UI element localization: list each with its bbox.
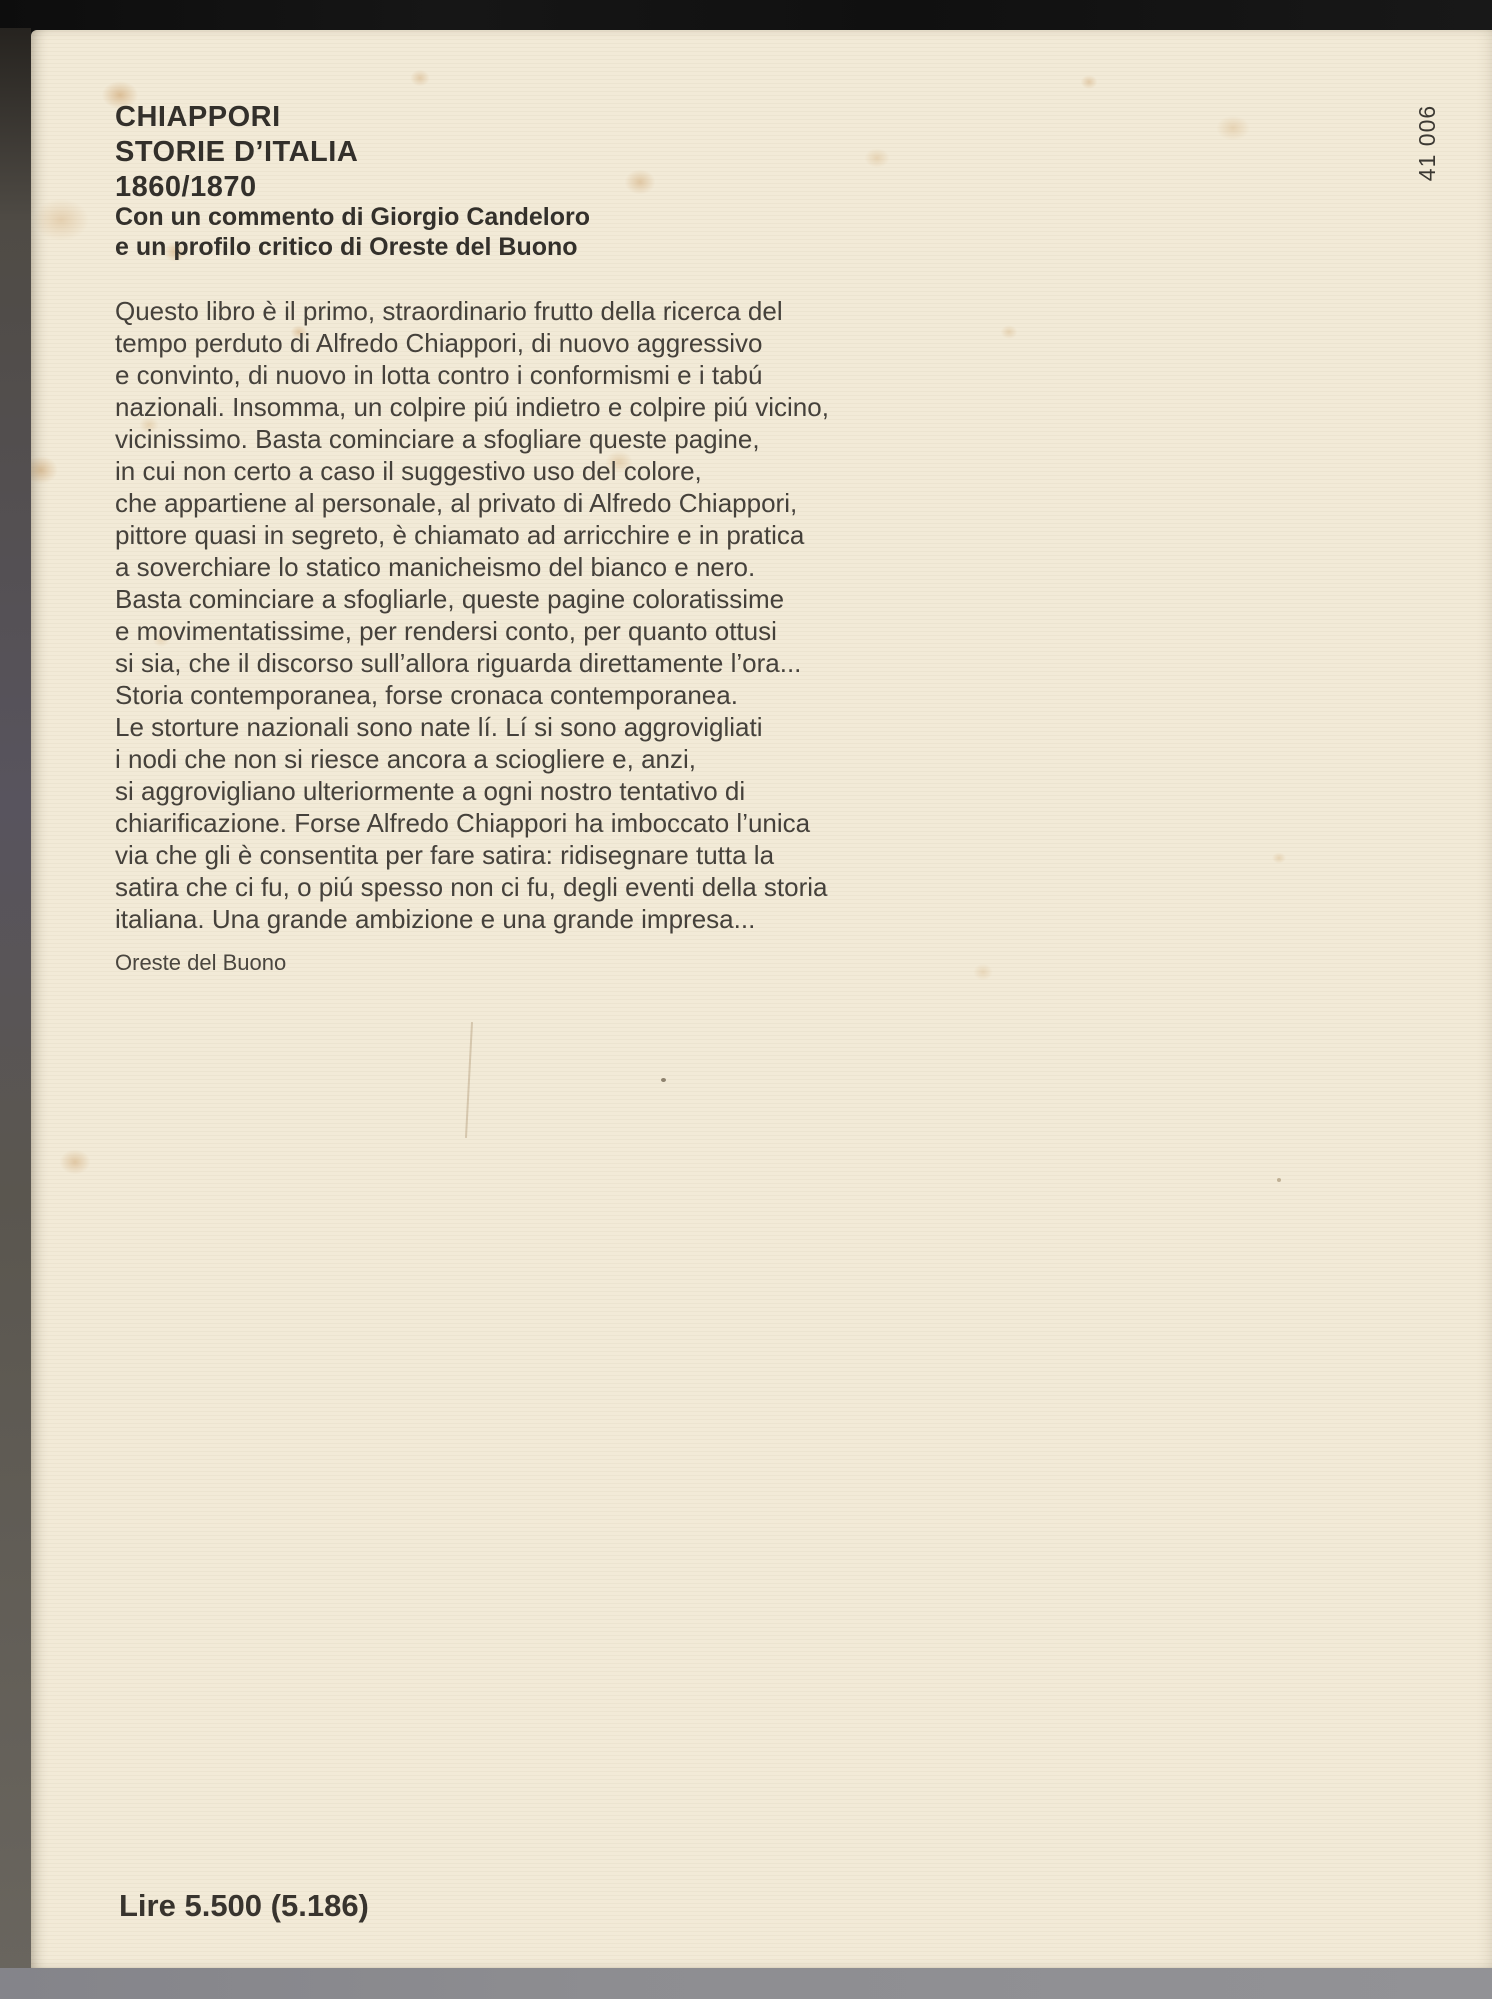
blurb-line: via che gli è consentita per fare satira: ridisegnare tutta la [115, 840, 775, 870]
blurb-line: i nodi che non si riesce ancora a sciogliere e, anzi, [115, 744, 696, 774]
top-edge-shadow [0, 0, 1492, 31]
price: Lire 5.500 (5.186) [119, 1888, 369, 1923]
book-back-cover [31, 30, 1492, 1968]
subtitle-line-2: e un profilo critico di Oreste del Buono [115, 233, 578, 261]
blurb-line: e convinto, di nuovo in lotta contro i conformismi e i tabú [115, 360, 763, 390]
signature: Oreste del Buono [115, 950, 287, 975]
header-title-block [115, 100, 358, 205]
bottom-edge-surface [0, 1968, 1492, 1999]
blurb-line: Questo libro è il primo, straordinario frutto della ricerca del [115, 296, 783, 326]
blurb-line: nazionali. Insomma, un colpire piú indietro e colpire piú vicino, [115, 392, 829, 422]
header-subtitle-block [115, 202, 590, 262]
catalog-number: 41 006 [1414, 104, 1440, 182]
blurb-line: che appartiene al personale, al privato di Alfredo Chiappori, [115, 488, 798, 518]
blurb-line: satira che ci fu, o piú spesso non ci fu, degli eventi della storia [115, 872, 828, 902]
blurb-line: a soverchiare lo statico manicheismo del bianco e nero. [115, 552, 756, 582]
blurb-line: si aggrovigliano ulteriormente a ogni nostro tentativo di [115, 776, 746, 806]
blurb-line: pittore quasi in segreto, è chiamato ad arricchire e in pratica [115, 520, 805, 550]
left-edge-spine [0, 28, 31, 1970]
blurb-line: Le storture nazionali sono nate lí. Lí si sono aggrovigliati [115, 712, 763, 742]
blurb-line: Storia contemporanea, forse cronaca contemporanea. [115, 680, 738, 710]
blurb-line: vicinissimo. Basta cominciare a sfogliare queste pagine, [115, 424, 760, 454]
author-name: CHIAPPORI [115, 101, 281, 133]
blurb-line: e movimentatissime, per rendersi conto, per quanto ottusi [115, 616, 777, 646]
stain-speck [661, 1078, 666, 1082]
book-years: 1860/1870 [115, 171, 257, 203]
crease-mark [465, 1022, 473, 1138]
blurb-line: in cui non certo a caso il suggestivo uso del colore, [115, 456, 702, 486]
blurb-line: chiarificazione. Forse Alfredo Chiappori ha imboccato l’unica [115, 808, 811, 838]
blurb-line: italiana. Una grande ambizione e una grande impresa... [115, 904, 756, 934]
subtitle-line-1: Con un commento di Giorgio Candeloro [115, 203, 590, 231]
blurb-line: Basta cominciare a sfogliarle, queste pagine coloratissime [115, 584, 785, 614]
blurb-line: tempo perduto di Alfredo Chiappori, di nuovo aggressivo [115, 328, 763, 358]
blurb-line: si sia, che il discorso sull’allora riguarda direttamente l’ora... [115, 648, 802, 678]
book-title: STORIE D’ITALIA [115, 136, 359, 168]
stain-speck [1277, 1178, 1281, 1182]
blurb-text [115, 295, 829, 935]
